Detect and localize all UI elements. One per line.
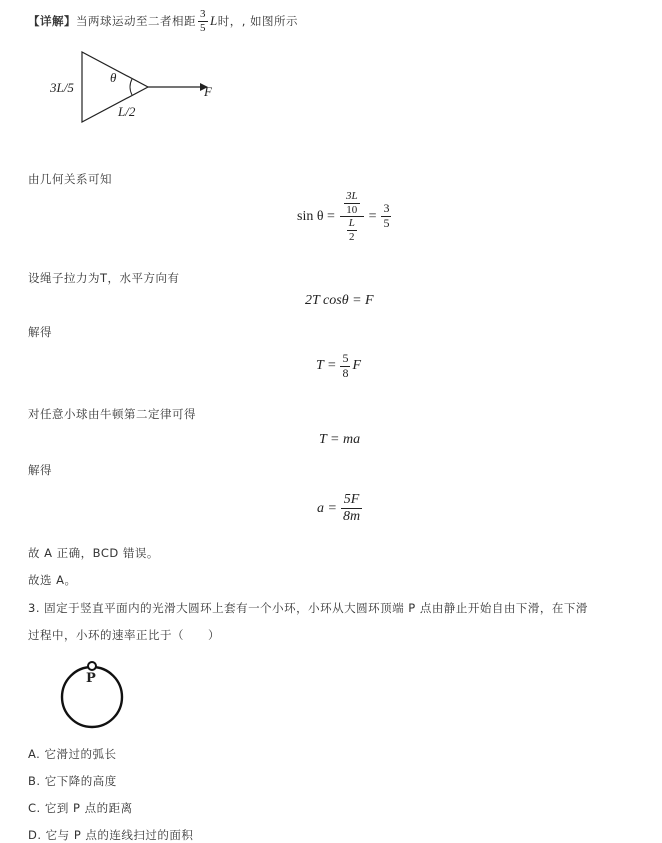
heading-var: L (210, 13, 218, 29)
label-theta: θ (110, 70, 117, 85)
heading-frac-num: 3 (200, 8, 206, 20)
question-3-line-2: 过程中，小环的速率正比于（ ） (28, 628, 220, 642)
eq-a-fraction (341, 492, 362, 525)
label-p: P (86, 671, 96, 686)
heading-tag: 【详解】 (28, 14, 76, 29)
text-tension: 设绳子拉力为T，水平方向有 (28, 271, 180, 285)
eq-sin-bot-num: L (348, 217, 355, 230)
eq-sin-bot-den: 2 (349, 230, 355, 243)
eq-sin-compound-fraction (340, 190, 364, 244)
eq-t-fraction (340, 352, 350, 381)
eq-sin-lhs: sin θ = (297, 208, 335, 224)
equation-sin-theta (297, 190, 393, 244)
eq-a-num: 5F (343, 492, 360, 507)
small-ring (88, 662, 96, 670)
eq-t-lhs: T = (316, 358, 337, 374)
eq-sin-r-den: 5 (383, 216, 390, 231)
heading-fraction (198, 8, 208, 34)
conclusion-1: 故 A 正确，BCD 错误。 (28, 546, 159, 560)
heading-frac-den: 5 (200, 21, 206, 34)
eq-sin-top-den: 10 (346, 203, 358, 216)
option-b: B. 它下降的高度 (28, 774, 117, 788)
text-geometry: 由几何关系可知 (28, 172, 112, 186)
label-force: F (204, 84, 212, 99)
equation-tension-result (316, 352, 361, 381)
eq-sin-equals: = (368, 208, 377, 224)
text-solve-1: 解得 (28, 325, 52, 339)
question-3-line-1: 3. 固定于竖直平面内的光滑大圆环上套有一个小环，小环从大圆环顶端 P 点由静止开始自由下滑，在下滑 (28, 601, 588, 615)
ring-diagram (55, 656, 130, 731)
heading-text-after: 时，, 如图所示 (217, 14, 299, 29)
text-newton: 对任意小球由牛顿第二定律可得 (28, 407, 196, 421)
label-l2: L/2 (118, 104, 136, 119)
option-c: C. 它到 P 点的距离 (28, 801, 133, 815)
solution-heading (28, 8, 298, 34)
option-a: A. 它滑过的弧长 (28, 747, 117, 761)
eq-sin-top-num: 3L (345, 190, 358, 202)
ring-figure (55, 656, 130, 731)
equation-newton: T = ma (319, 432, 361, 447)
angle-arc (130, 79, 132, 95)
eq-t-den: 8 (342, 365, 349, 380)
eq-sin-r-num: 3 (383, 201, 390, 216)
triangle-figure (40, 48, 240, 128)
eq-sin-result (381, 202, 391, 231)
text-solve-2: 解得 (28, 463, 52, 477)
equation-acceleration (317, 492, 364, 525)
eq-a-den: 8m (342, 509, 361, 525)
triangle-shape (82, 52, 148, 122)
eq-a-lhs: a = (317, 500, 337, 516)
eq-t-rhs: F (352, 358, 362, 374)
option-d: D. 它与 P 点的连线扫过的面积 (28, 828, 194, 842)
conclusion-2: 故选 A。 (28, 573, 77, 587)
label-3l5: 3L/5 (50, 80, 74, 95)
eq-t-num: 5 (342, 351, 349, 365)
equation-force-balance: 2T cosθ = F (305, 293, 374, 308)
heading-text-before: 当两球运动至二者相距 (76, 14, 196, 29)
